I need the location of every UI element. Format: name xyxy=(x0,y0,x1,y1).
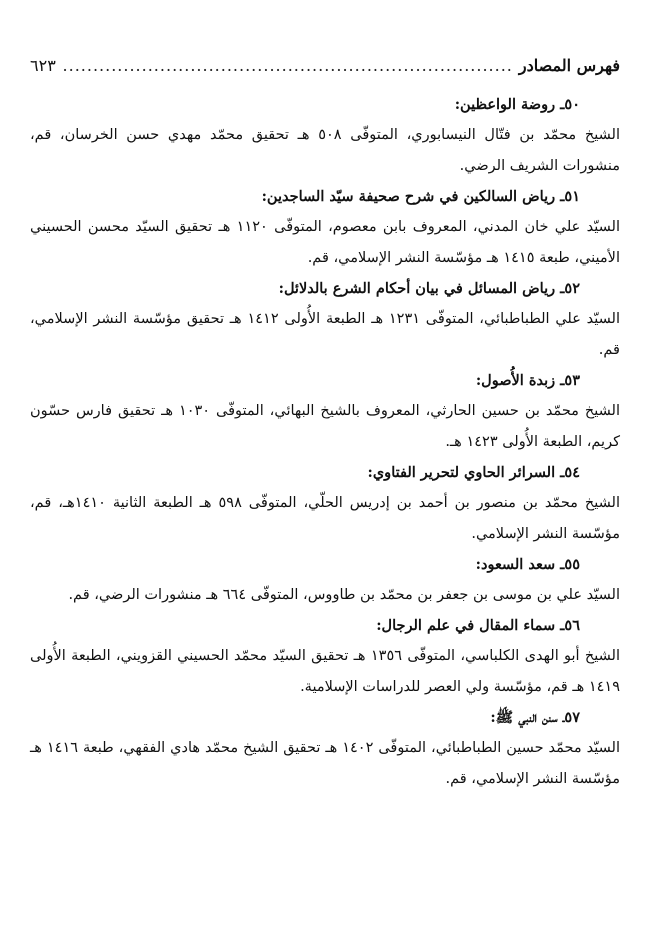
entry-number: ٥١ xyxy=(564,188,580,205)
entry-title: سعد السعود: xyxy=(475,556,556,573)
header-title: فهرس المصادر xyxy=(518,56,620,75)
entry-number: ٥٣ xyxy=(564,372,580,389)
entry-title: سنن النبي ﷺ: xyxy=(490,709,558,726)
bibliography-entry xyxy=(30,90,620,182)
entry-number: ٥٢ xyxy=(564,280,580,297)
entry-heading: ٥٤ـ السرائر الحاوي لتحرير الفتاوي: xyxy=(367,464,580,481)
entry-title: زبدة الأُصول: xyxy=(475,372,556,389)
entry-body: السيّد علي خان المدني، المعروف بابن معصوم، المتوفّى ١١٢٠ هـ تحقيق السيّد محسن الحسيني الأميني، طبعة ١٤١٥ هـ مؤسّسة النشر الإسلامي، قم. xyxy=(30,219,620,266)
entry-heading: ٥٦ـ سماء المقال في علم الرجال: xyxy=(376,617,580,634)
entry-heading: ٥٧ـ سنن النبي ﷺ: xyxy=(490,709,580,726)
entry-number: ٥٤ xyxy=(564,464,580,481)
header-leader-dots xyxy=(62,56,513,75)
entry-heading: ٥٢ـ رياض المسائل في بيان أحكام الشرع بالدلائل: xyxy=(278,280,580,297)
bibliography-list xyxy=(30,90,620,795)
entry-body: السيّد علي الطباطبائي، المتوفّى ١٢٣١ هـ الطبعة الأُولى ١٤١٢ هـ تحقيق مؤسّسة النشر الإسلامي، قم. xyxy=(30,311,620,358)
entry-title: سماء المقال في علم الرجال: xyxy=(376,617,556,634)
bibliography-entry xyxy=(30,458,620,550)
entry-body: الشيخ أبو الهدى الكلباسي، المتوفّى ١٣٥٦ هـ تحقيق السيّد محمّد الحسيني القزويني، الطبعة الأُولى ١٤١٩ هـ قم، مؤسّسة ولي العصر للدراسات الإسلامية. xyxy=(30,648,621,695)
entry-title: رياض المسائل في بيان أحكام الشرع بالدلائل: xyxy=(278,280,556,297)
entry-body: الشيخ محمّد بن حسين الحارثي، المعروف بالشيخ البهائي، المتوفّى ١٠٣٠ هـ تحقيق فارس حسّون كريم، الطبعة الأُولى ١٤٢٣ هـ. xyxy=(30,403,620,450)
entry-heading: ٥١ـ رياض السالكين في شرح صحيفة سيّد الساجدين: xyxy=(261,188,580,205)
entry-body: الشيخ محمّد بن منصور بن أحمد بن إدريس الحلّي، المتوفّى ٥٩٨ هـ الطبعة الثانية ١٤١٠هـ، قم، مؤسّسة النشر الإسلامي. xyxy=(30,495,620,542)
entry-title: روضة الواعظين: xyxy=(454,96,556,113)
entry-number: ٥٦ xyxy=(564,617,580,634)
entry-number: ٥٧ xyxy=(564,709,580,726)
entry-body: السيّد علي بن موسى بن جعفر بن محمّد بن طاووس، المتوفّى ٦٦٤ هـ منشورات الرضي، قم. xyxy=(68,587,620,603)
bibliography-entry xyxy=(30,182,620,274)
entry-number: ٥٠ xyxy=(564,96,580,113)
entry-heading: ٥٠ـ روضة الواعظين: xyxy=(454,96,580,113)
bibliography-entry xyxy=(30,274,620,366)
bibliography-entry xyxy=(30,703,620,795)
bibliography-entry xyxy=(30,611,620,703)
bibliography-entry xyxy=(30,550,620,611)
entry-number: ٥٥ xyxy=(564,556,580,573)
book-page xyxy=(30,56,620,795)
running-header xyxy=(30,56,620,86)
entry-heading: ٥٥ـ سعد السعود: xyxy=(475,556,580,573)
page-number: ٦٢٣ xyxy=(30,56,56,75)
entry-title: السرائر الحاوي لتحرير الفتاوي: xyxy=(367,464,556,481)
entry-heading: ٥٣ـ زبدة الأُصول: xyxy=(475,372,580,389)
bibliography-entry xyxy=(30,366,620,458)
entry-body: السيّد محمّد حسين الطباطبائي، المتوفّى ١٤٠٢ هـ تحقيق الشيخ محمّد هادي الفقهي، طبعة ١٤١٦ هـ مؤسّسة النشر الإسلامي، قم. xyxy=(30,740,620,787)
entry-body: الشيخ محمّد بن فتّال النيسابوري، المتوفّى ٥٠٨ هـ تحقيق محمّد مهدي حسن الخرسان، قم، منشورات الشريف الرضي. xyxy=(30,127,620,174)
entry-title: رياض السالكين في شرح صحيفة سيّد الساجدين: xyxy=(261,188,556,205)
